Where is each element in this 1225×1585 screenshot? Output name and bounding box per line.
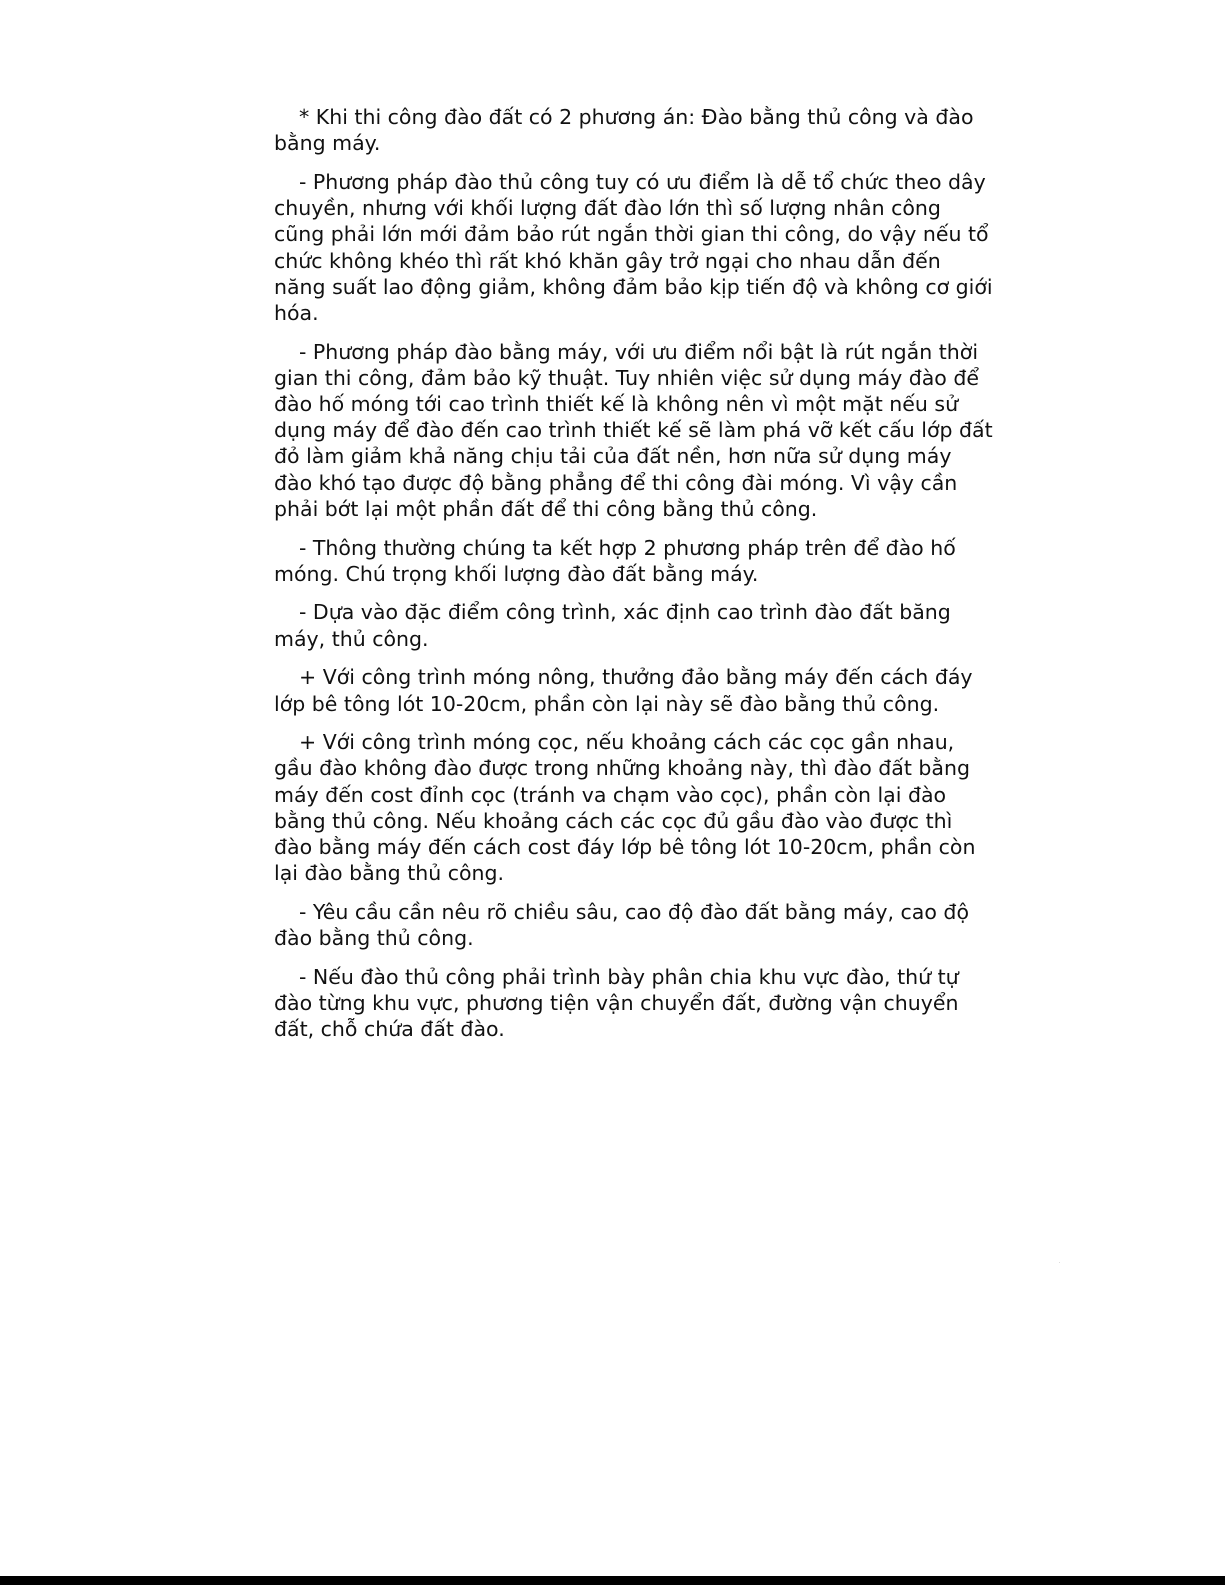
paragraph-manual-excavation: - Phương pháp đào thủ công tuy có ưu điểm là dễ tổ chức theo dây chuyền, nhưng với khối lượng đất đào lớn thì số lượng nhân công cũng phải lớn mới đảm bảo rút ngắn thời gian thi công, do vậy nếu tổ chức không khéo thì rất khó khăn gây trở ngại cho nhau dẫn đến năng suất lao động giảm, không đảm bảo kịp tiến độ và không cơ giới hóa. xyxy=(274,169,993,325)
paragraph-depth-requirements: - Yêu cầu cần nêu rõ chiều sâu, cao độ đào đất bằng máy, cao độ đào bằng thủ công. xyxy=(274,899,969,951)
scan-speck xyxy=(1059,1262,1060,1263)
paragraph-excavation-levels: - Dựa vào đặc điểm công trình, xác định cao trình đào đất băng máy, thủ công. xyxy=(274,600,951,651)
document-body xyxy=(274,104,994,1055)
paragraph-machine-excavation: - Phương pháp đào bằng máy, với ưu điểm nổi bật là rút ngắn thời gian thi công, đảm bảo kỹ thuật. Tuy nhiên việc sử dụng máy đào để đào hố móng tới cao trình thiết kế là không nên vì một mặt nếu sử dụng máy để đào đến cao trình thiết kế sẽ làm phá vỡ kết cấu lớp đất đỏ làm giảm khả năng chịu tải của đất nền, hơn nữa sử dụng máy đào khó tạo được độ bằng phẳng để thi công đài móng. Vì vậy cần phải bớt lại một phần đất để thi công bằng thủ công. xyxy=(274,339,993,521)
paragraph-excavation-methods: * Khi thi công đào đất có 2 phương án: Đào bằng thủ công và đào bằng máy. xyxy=(274,105,974,156)
paragraph-pile-foundation: + Với công trình móng cọc, nếu khoảng cách các cọc gần nhau, gầu đào không đào được trong những khoảng này, thì đào đất bằng máy đến cost đỉnh cọc (tránh va chạm vào cọc), phần còn lại đào bằng thủ công. Nếu khoảng cách các cọc đủ gầu đào vào được thì đào bằng máy đến cách cost đáy lớp bê tông lót 10-20cm, phần còn lại đào bằng thủ công. xyxy=(274,730,976,886)
paragraph-shallow-foundation: + Với công trình móng nông, thưởng đảo bằng máy đến cách đáy lớp bê tông lót 10-20cm, phần còn lại này sẽ đào bằng thủ công. xyxy=(274,665,973,716)
paragraph-combined-methods: - Thông thường chúng ta kết hợp 2 phương pháp trên để đào hố móng. Chú trọng khối lượng đào đất bằng máy. xyxy=(274,535,956,586)
page-bottom-edge xyxy=(0,1576,1225,1585)
paragraph-manual-zoning: - Nếu đào thủ công phải trình bày phân chia khu vực đào, thứ tự đào từng khu vực, phương tiện vận chuyển đất, đường vận chuyển đất, chỗ chứa đất đào. xyxy=(274,964,959,1042)
